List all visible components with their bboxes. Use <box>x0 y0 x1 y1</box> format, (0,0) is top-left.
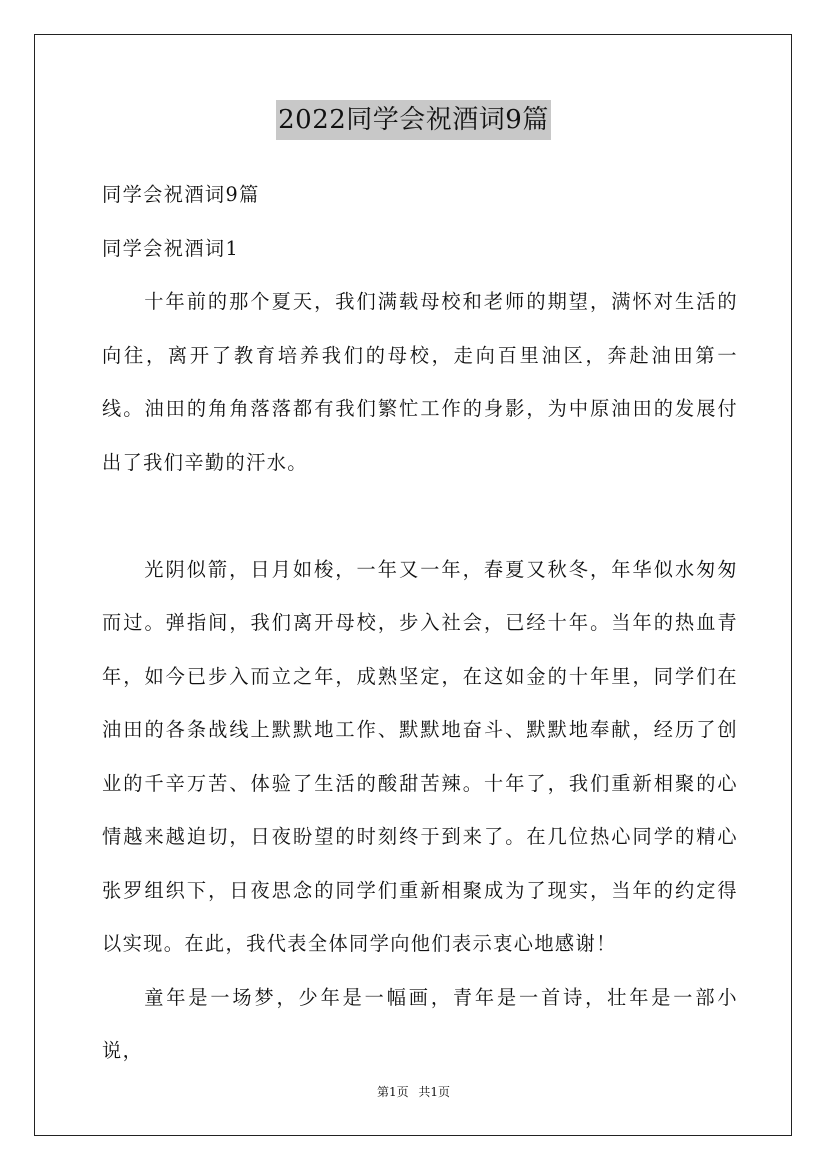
paragraph-1[interactable]: 十年前的那个夏天，我们满载母校和老师的期望，满怀对生活的向往，离开了教育培养我们的母校，走向百里油区，奔赴油田第一线。油田的角角落落都有我们繁忙工作的身影，为中原油田的发展付出了我们辛勤的汗水。 <box>102 290 738 474</box>
paragraph-spacer <box>102 489 738 543</box>
document-title[interactable]: 2022同学会祝酒词9篇 <box>276 100 551 140</box>
paragraph-3[interactable]: 童年是一场梦，少年是一幅画，青年是一首诗，壮年是一部小说， <box>102 985 738 1062</box>
page-footer <box>0 1083 827 1101</box>
document-title-wrapper <box>0 100 827 140</box>
paragraph-2[interactable]: 光阴似箭，日月如梭，一年又一年，春夏又秋冬，年华似水匆匆而过。弹指间，我们离开母校，步入社会，已经十年。当年的热血青年，如今已步入而立之年，成熟坚定，在这如金的十年里，同学们在油田的各条战线上默默地工作、默默地奋斗、默默地奉献，经历了创业的千辛万苦、体验了生活的酸甜苦辣。十年了，我们重新相聚的心情越来越迫切，日夜盼望的时刻终于到来了。在几位热心同学的精心张罗组织下，日夜思念的同学们重新相聚成为了现实，当年的约定得以实现。在此，我代表全体同学向他们表示衷心地感谢！ <box>102 557 738 955</box>
document-body <box>102 168 738 1078</box>
section-heading[interactable]: 同学会祝酒词1 <box>102 236 240 260</box>
page-number: 第1页 共1页 <box>376 1085 451 1099</box>
document-subtitle[interactable]: 同学会祝酒词9篇 <box>102 183 260 206</box>
